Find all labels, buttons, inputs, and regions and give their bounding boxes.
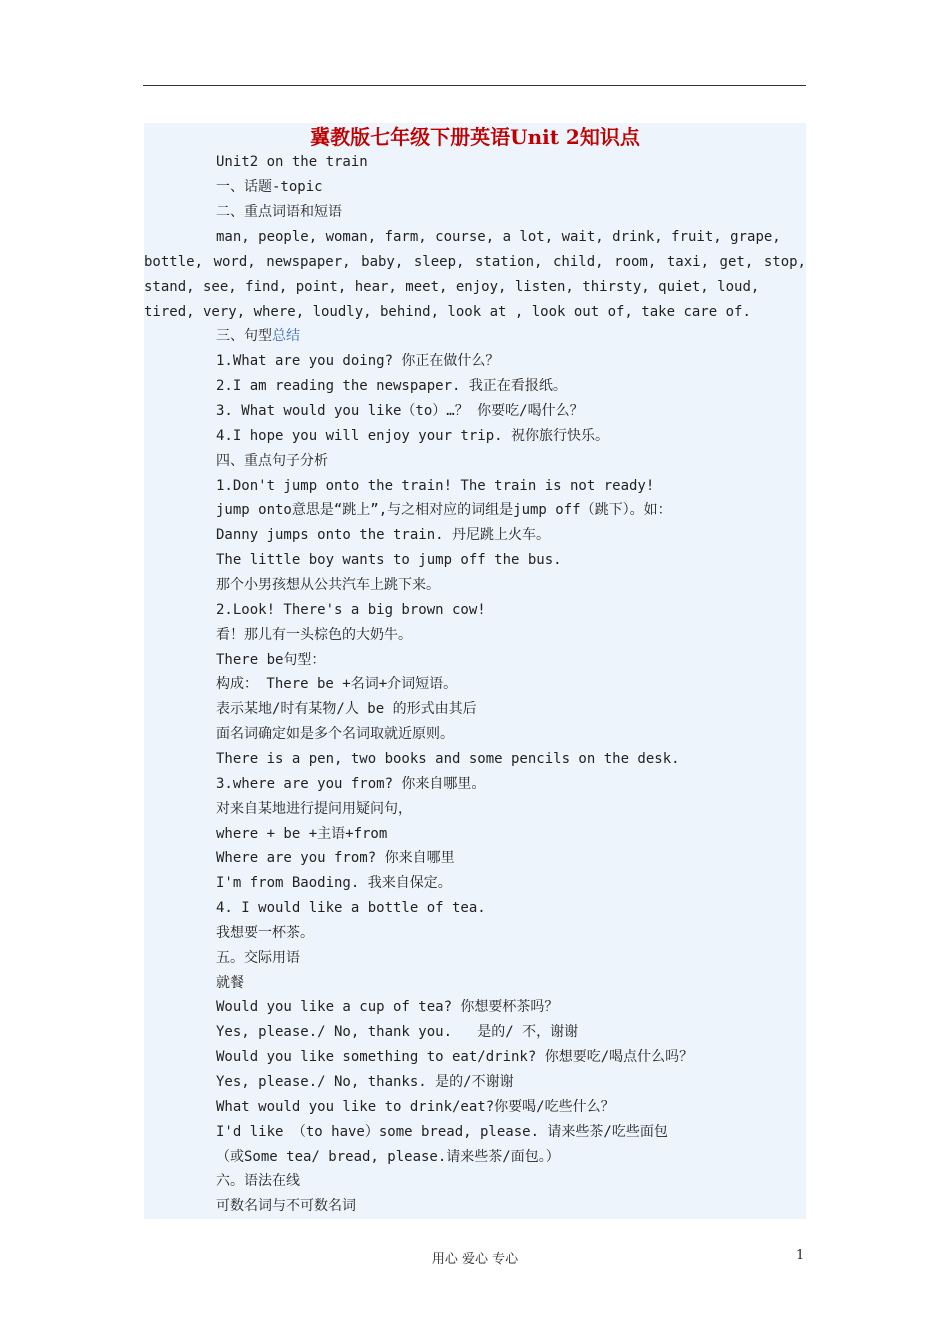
text-line: 可数名词与不可数名词 [216,1198,356,1214]
text-line: Danny jumps onto the train. 丹尼跳上火车。 [216,527,551,543]
vocab-line: stand, see, find, point, hear, meet, enjoy, listen, thirsty, quiet, loud, [144,279,760,295]
text-line: Where are you from? 你来自哪里 [216,850,455,866]
text-line: 3. What would you like（to）…？ 你要吃/喝什么？ [216,403,584,419]
text-line: Yes, please./ No, thank you. 是的/ 不，谢谢 [216,1024,579,1040]
text-line: 构成： There be +名词+介词短语。 [216,676,458,692]
text-line: The little boy wants to jump off the bus. [216,552,562,568]
text-line: 3.where are you from? 你来自哪里。 [216,776,486,792]
section-heading: 五。交际用语 [216,950,300,966]
text-line: 1.What are you doing? 你正在做什么？ [216,353,500,369]
text-line: 那个小男孩想从公共汽车上跳下来。 [216,577,440,593]
vocab-line: tired, very, where, loudly, behind, look at , look out of, take care of. [144,304,751,320]
text-line: 4. I would like a bottle of tea. [216,900,486,916]
text-line: Yes, please./ No, thanks. 是的/不谢谢 [216,1074,514,1090]
section-heading: 二、重点词语和短语 [216,204,342,220]
text-line: 2.I am reading the newspaper. 我正在看报纸。 [216,378,567,394]
section-heading-text: 三、句型 [216,328,272,344]
text-line: 看！那儿有一头棕色的大奶牛。 [216,627,412,643]
section-heading: 六。语法在线 [216,1173,300,1189]
text-line: （或Some tea/ bread, please.请来些茶/面包。） [216,1149,560,1165]
text-line: 表示某地/时有某物/人 be 的形式由其后 [216,701,477,717]
footer-motto: 用心 爱心 专心 [431,1252,519,1267]
section-heading: 四、重点句子分析 [216,453,328,469]
text-line: I'm from Baoding. 我来自保定。 [216,875,452,891]
text-line: 我想要一杯茶。 [216,925,314,941]
text-line: where + be +主语+from [216,826,388,842]
text-line: Would you like something to eat/drink? 你想要吃/喝点什么吗？ [216,1049,694,1065]
header-rule [143,85,806,86]
document-title: 冀教版七年级下册英语Unit 2知识点 [310,125,640,149]
document-body [144,123,806,1219]
section-heading [216,326,300,346]
unit-heading: Unit2 on the train [216,154,368,170]
vocab-line: bottle, word, newspaper, baby, sleep, station, child, room, taxi, get, stop, [144,254,806,270]
text-line: 就餐 [216,975,244,991]
text-line: Would you like a cup of tea? 你想要杯茶吗？ [216,999,559,1015]
section-heading: 一、话题-topic [216,179,323,195]
vocab-line: man, people, woman, farm, course, a lot, wait, drink, fruit, grape, [216,229,781,245]
summary-link[interactable]: 总结 [272,328,300,344]
text-line: jump onto意思是“跳上”,与之相对应的词组是jump off（跳下）。如： [216,502,672,518]
text-line: I'd like （to have）some bread, please. 请来些茶/吃些面包 [216,1124,668,1140]
text-line: 2.Look! There's a big brown cow! [216,602,486,618]
text-line: 对来自某地进行提问用疑问句， [216,801,412,817]
text-line: 面名词确定如是多个名词取就近原则。 [216,726,454,742]
text-line: There is a pen, two books and some pencils on the desk. [216,751,680,767]
text-line: 1.Don't jump onto the train! The train is not ready! [216,478,655,494]
text-line: 4.I hope you will enjoy your trip. 祝你旅行快乐。 [216,428,610,444]
text-line: What would you like to drink/eat?你要喝/吃些什么？ [216,1099,615,1115]
text-line: There be句型： [216,652,326,668]
page-number: 1 [796,1248,805,1263]
